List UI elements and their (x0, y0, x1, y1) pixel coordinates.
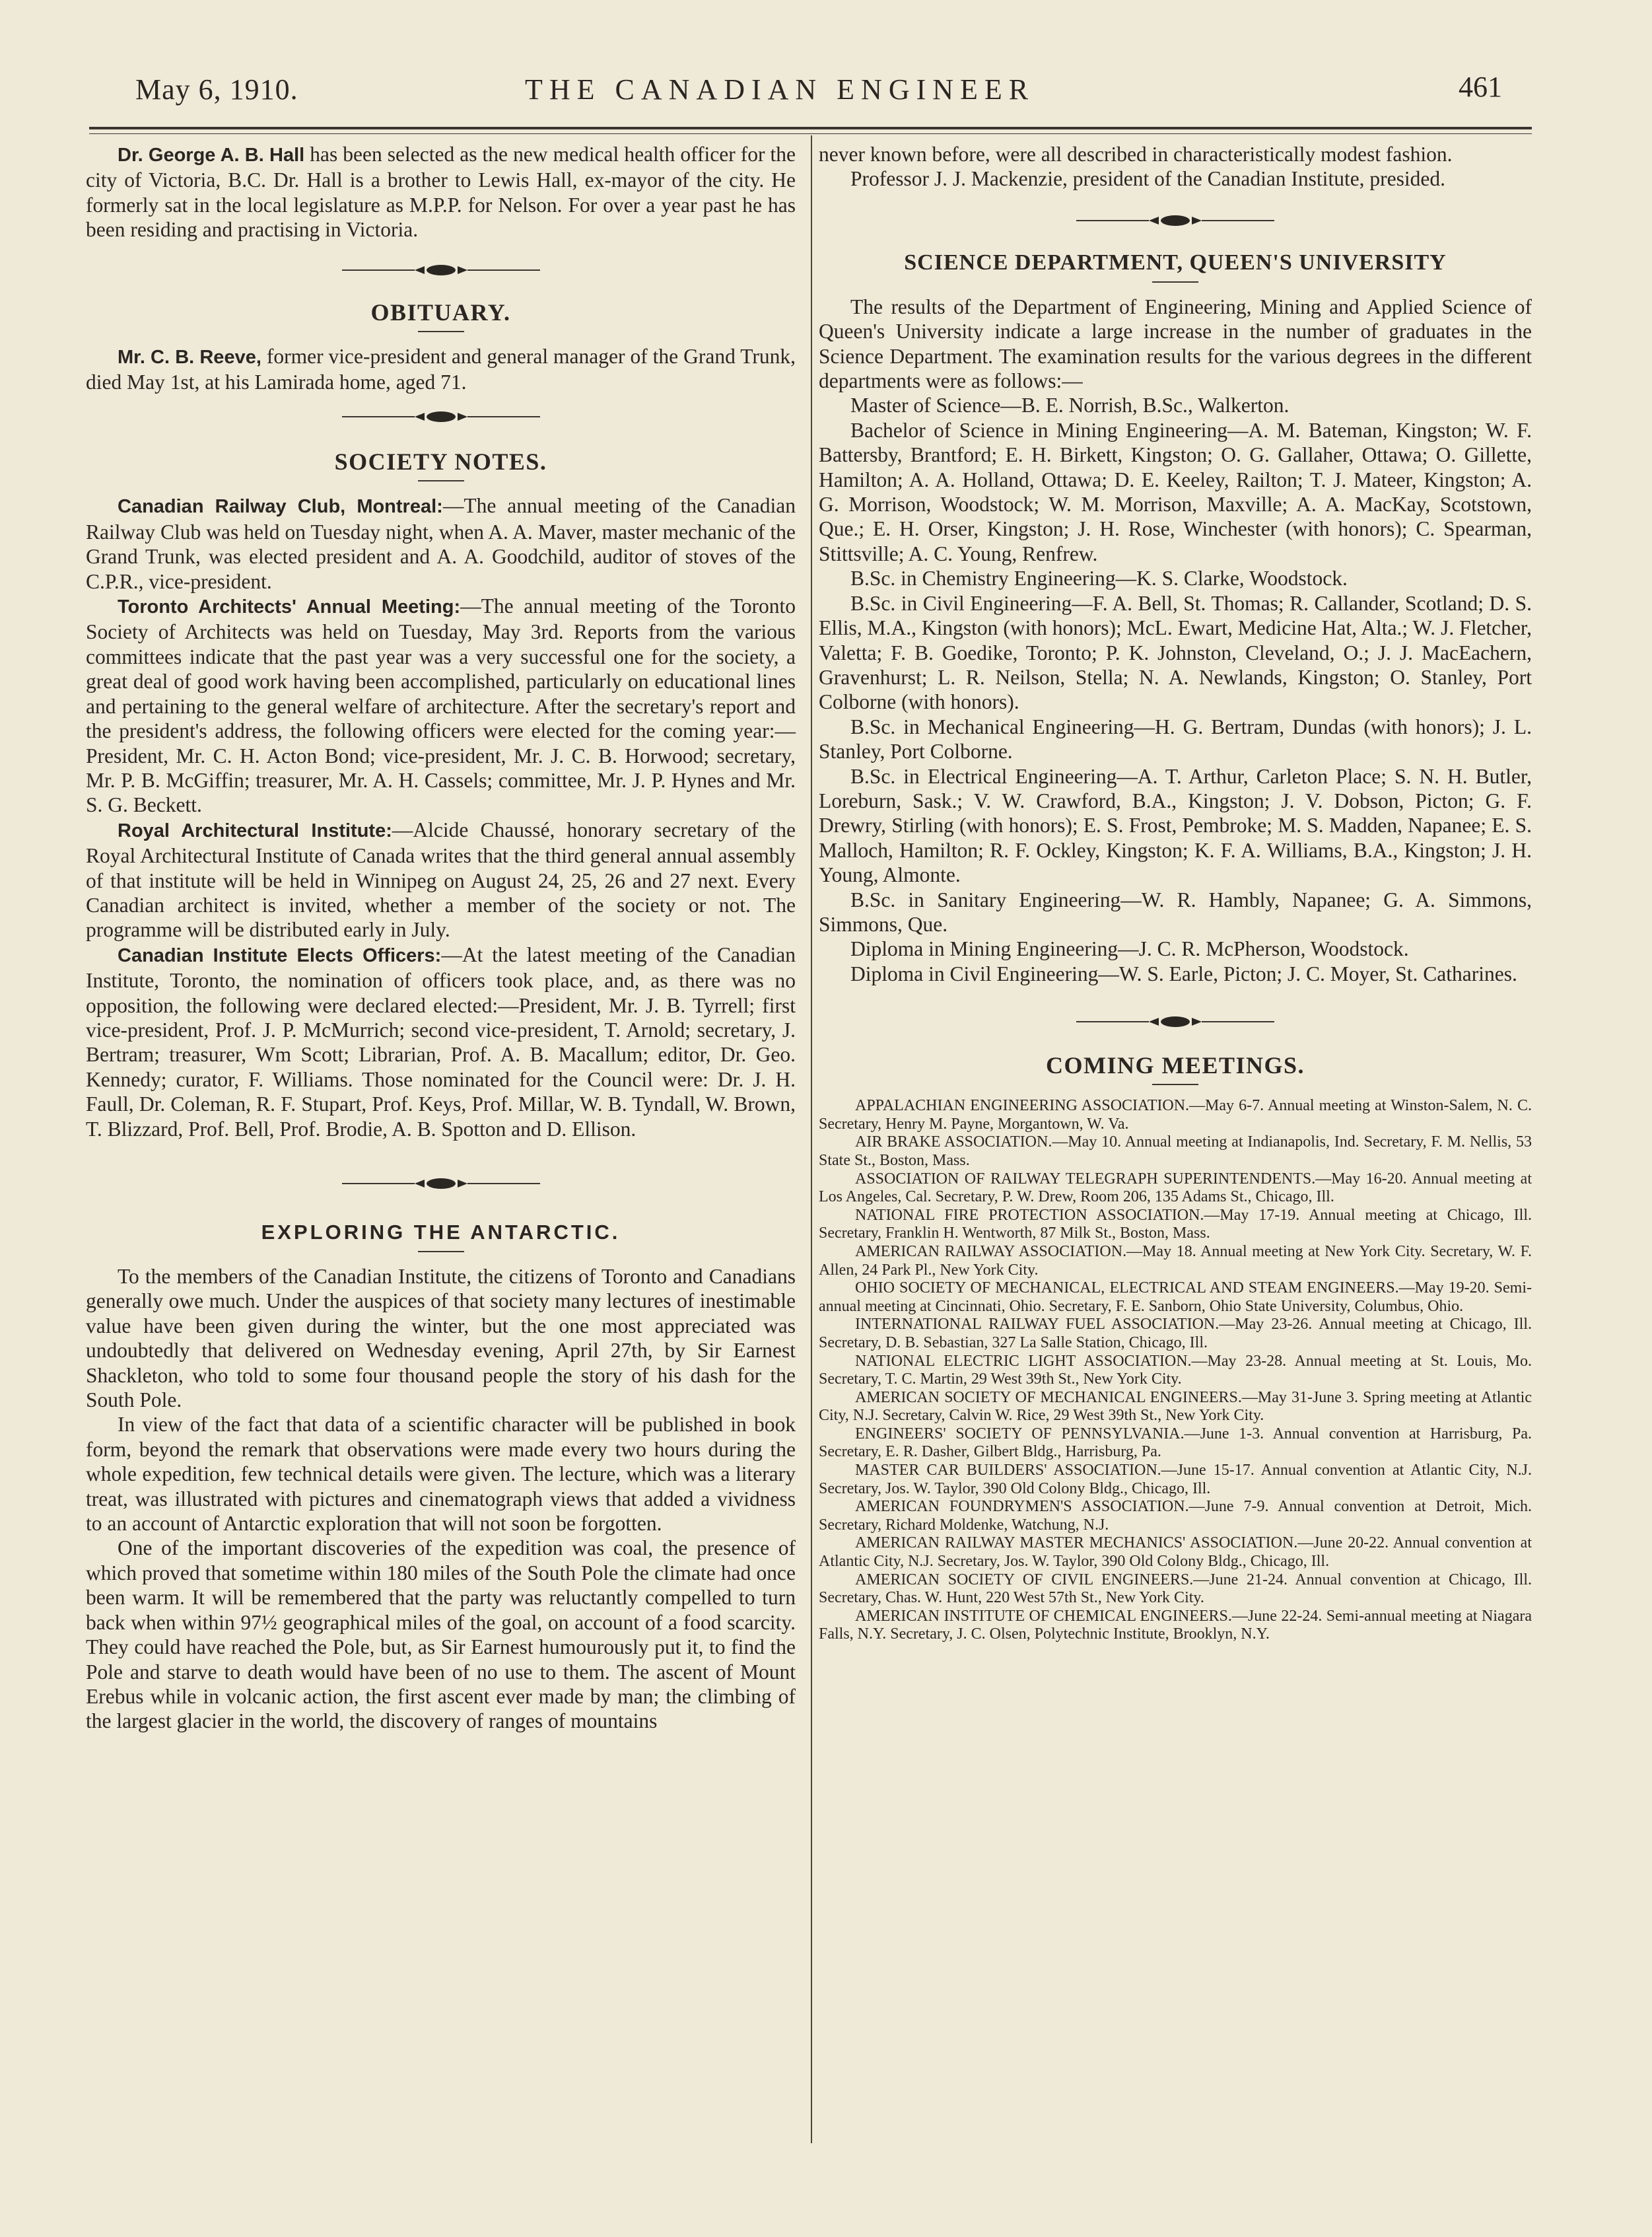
reeve-name: Mr. C. B. Reeve, (118, 346, 261, 368)
meeting-item: AMERICAN SOCIETY OF CIVIL ENGINEERS.—June 21-24. Annual convention at Chicago, Ill. Secretary, Chas. W. Hunt, 220 West 57th St., New York City. (819, 1571, 1532, 1607)
heading-rule (418, 1251, 464, 1252)
meeting-item: APPALACHIAN ENGINEERING ASSOCIATION.—May 6-7. Annual meeting at Winston-Salem, N. C. Secretary, Henry M. Payne, Morgantown, W. Va. (819, 1097, 1532, 1133)
hall-text: has been selected as the new medical health officer for the city of Victoria, B.C. Dr. Hall is a brother to Lewis Hall, ex-mayor of the city. He formerly sat in the local legislature as M.P.P. for Nelson. For over a year past he has been residing and practising in Victoria. (86, 143, 796, 242)
section-ornament (342, 404, 540, 430)
issue-date: May 6, 1910. (135, 73, 298, 106)
rai-paragraph (86, 818, 796, 942)
queens-diploma-civil: Diploma in Civil Engineering—W. S. Earle, Picton; J. C. Moyer, St. Catharines. (850, 962, 1517, 985)
meeting-item: AIR BRAKE ASSOCIATION.—May 10. Annual meeting at Indianapolis, Ind. Secretary, F. M. Nellis, 53 State St., Boston, Mass. (819, 1133, 1532, 1169)
section-ornament (1076, 1009, 1274, 1035)
society-heading: SOCIETY NOTES. (334, 448, 547, 476)
queens-sanitary: B.Sc. in Sanitary Engineering—W. R. Hambly, Napanee; G. A. Simmons, Simmons, Que. (819, 888, 1532, 936)
ta-paragraph (86, 594, 796, 818)
journal-title: THE CANADIAN ENGINEER (525, 73, 1035, 106)
antarctic-closing: Professor J. J. Mackenzie, president of the Canadian Institute, presided. (850, 167, 1446, 191)
meeting-item: AMERICAN RAILWAY MASTER MECHANICS' ASSOCIATION.—June 20-22. Annual convention at Atlantic City, N.J. Secretary, Jos. W. Taylor, 390 Old Colony Bldg., Chicago, Ill. (819, 1534, 1532, 1571)
cie-lead: Canadian Institute Elects Officers: (118, 944, 442, 966)
queens-master: Master of Science—B. E. Norrish, B.Sc., Walkerton. (850, 394, 1290, 417)
header-rule-thin (89, 133, 1532, 134)
meeting-item: AMERICAN RAILWAY ASSOCIATION.—May 18. Annual meeting at New York City. Secretary, W. F. Allen, 24 Park Pl., New York City. (819, 1242, 1532, 1279)
meeting-item: NATIONAL ELECTRIC LIGHT ASSOCIATION.—May 23-28. Annual meeting at St. Louis, Mo. Secretary, T. C. Martin, 29 West 39th St., New York City. (819, 1352, 1532, 1388)
meeting-item: OHIO SOCIETY OF MECHANICAL, ELECTRICAL AND STEAM ENGINEERS.—May 19-20. Semi-annual meeting at Cincinnati, Ohio. Secretary, F. E. Sanborn, Ohio State University, Columbus, Ohio. (819, 1279, 1532, 1315)
antarctic-paragraph-3: One of the important discoveries of the expedition was coal, the presence of which proved that sometime within 180 miles of the South Pole the climate had once been warm. It will be remembered that the party was reluctantly compelled to turn back when within 97½ geographical miles of the goal, on account of a food scarcity. They could have reached the Pole, but, as Sir Earnest humourously put it, to find the Pole and starve to death would have been of no use to them. The ascent of Mount Erebus while in volcanic action, the first ascent ever made by man; the climbing of the largest glacier in the world, the discovery of ranges of mountains (86, 1536, 796, 1733)
hall-paragraph (86, 142, 796, 242)
crc-lead: Canadian Railway Club, Montreal: (118, 496, 443, 518)
meeting-item: INTERNATIONAL RAILWAY FUEL ASSOCIATION.—May 23-26. Annual meeting at Chicago, Ill. Secretary, D. B. Sebastian, 327 La Salle Station, Chicago, Ill. (819, 1316, 1532, 1351)
meeting-item: AMERICAN INSTITUTE OF CHEMICAL ENGINEERS.—June 22-24. Semi-annual meeting at Niagara Falls, N.Y. Secretary, J. C. Olsen, Polytechnic Institute, Brooklyn, N.Y. (819, 1607, 1532, 1643)
antarctic-paragraph-1: To the members of the Canadian Institute, the citizens of Toronto and Canadians generally owe much. Under the auspices of that society many lectures of inestimable value have been given during the winter, but the one most appreciated was undoubtedly that delivered on Wednesday evening, April 27th, by Sir Earnest Shackleton, who told to some four thousand people the story of his dash for the South Pole. (86, 1265, 796, 1412)
heading-rule (1152, 1084, 1198, 1085)
section-ornament (1076, 207, 1274, 234)
queens-intro: The results of the Department of Engineering, Mining and Applied Science of Queen's University indicate a large increase in the number of graduates in the Science Department. The examination results for the various degrees in the different departments were as follows:— (819, 295, 1532, 393)
reeve-text: former vice-president and general manager of the Grand Trunk, died May 1st, at his Lamirada home, aged 71. (86, 344, 796, 394)
obituary-heading: OBITUARY. (370, 299, 511, 326)
meeting-item: MASTER CAR BUILDERS' ASSOCIATION.—June 15-17. Annual convention at Atlantic City, N.J. Secretary, Jos. W. Taylor, 390 Old Colony Bldg., Chicago, Ill. (819, 1462, 1532, 1497)
section-ornament (342, 257, 540, 283)
ta-text: —The annual meeting of the Toronto Society of Architects was held on Tuesday, May 3rd. Reports from the various committees indicate that the past year was a very successful one for the society, a great deal of good work having been accomplished, particularly on educational lines and pertaining to the general welfare of architecture. After the secretary's report and the president's address, the following officers were elected for the coming year:—President, Mr. C. H. Acton Bond; vice-president, Mr. J. C. B. Horwood; secretary, Mr. P. B. McGiffin; treasurer, Mr. A. H. Cassels; committee, Mr. J. P. Hynes and Mr. S. G. Beckett. (86, 594, 796, 817)
queens-heading: SCIENCE DEPARTMENT, QUEEN'S UNIVERSITY (904, 250, 1447, 275)
meeting-item: ASSOCIATION OF RAILWAY TELEGRAPH SUPERINTENDENTS.—May 16-20. Annual meeting at Los Angeles, Cal. Secretary, P. W. Drew, Room 206, 135 Adams St., Chicago, Ill. (819, 1170, 1532, 1206)
antarctic-paragraph-2: In view of the fact that data of a scientific character will be published in book form, beyond the remark that observations were made every two hours during the whole expedition, few technical details were given. The lecture, which was a literary treat, was illustrated with pictures and cinematograph views that added a vividness to an account of Antarctic exploration that will not soon be forgotten. (86, 1413, 796, 1536)
queens-electrical: B.Sc. in Electrical Engineering—A. T. Arthur, Carleton Place; S. N. H. Butler, Loreburn, Sask.; V. W. Crawford, B.A., Kingston; J. V. Dobson, Picton; G. F. Drewry, Stirling (with honors); E. S. Frost, Pembroke; M. S. Madden, Napanee; E. S. Malloch, Hamilton; R. F. Ockley, Kingston; K. F. A. Williams, B.A., Kingston; J. H. Young, Almonte. (819, 764, 1532, 887)
heading-rule (418, 480, 464, 481)
cie-paragraph (86, 942, 796, 1141)
meetings-list (819, 1097, 1532, 1644)
reeve-paragraph (86, 344, 796, 395)
ta-lead: Toronto Architects' Annual Meeting: (118, 596, 461, 618)
heading-rule (418, 331, 464, 332)
queens-diploma-mining: Diploma in Mining Engineering—J. C. R. McPherson, Woodstock. (850, 937, 1409, 961)
meetings-heading: COMING MEETINGS. (1045, 1052, 1305, 1079)
page-number: 461 (1459, 71, 1502, 103)
column-divider (811, 135, 812, 2143)
right-column (819, 142, 1532, 1644)
heading-rule (1152, 281, 1198, 283)
section-ornament (342, 1170, 540, 1197)
meeting-item: NATIONAL FIRE PROTECTION ASSOCIATION.—May 17-19. Annual meeting at Chicago, Ill. Secretary, Franklin H. Wentworth, 87 Milk St., Boston, Mass. (819, 1206, 1532, 1242)
queens-mining: Bachelor of Science in Mining Engineering—A. M. Bateman, Kingston; W. F. Battersby, Brantford; E. H. Birkett, Kingston; O. G. Gallaher, Ottawa; O. Gillette, Hamilton; A. A. Holland, Ottawa; D. E. Keeley, Railton; T. J. Mateer, Kingston; A. G. Morrison, Woodstock; W. M. Morrison, Maxville; A. A. MacKay, Scotstown, Que.; E. H. Orser, Kingston; J. H. Rose, Winchester (with honors); C. Spearman, Stittsville; A. C. Young, Renfrew. (819, 418, 1532, 565)
crc-text: —The annual meeting of the Canadian Railway Club was held on Tuesday night, when A. A. Maver, master mechanic of the Grand Trunk, was elected president and A. A. Goodchild, auditor of stoves of the C.P.R., vice-president. (86, 494, 796, 593)
rai-text: —Alcide Chaussé, honorary secretary of the Royal Architectural Institute of Canada writes that the third general annual assembly of that institute will be held in Winnipeg on August 24, 25, 26 and 27 next. Every Canadian architect is invited, whether a member of the society or not. The programme will be distributed early in July. (86, 818, 796, 942)
queens-mechanical: B.Sc. in Mechanical Engineering—H. G. Bertram, Dundas (with honors); J. L. Stanley, Port Colborne. (819, 715, 1532, 763)
antarctic-continued: never known before, were all described in characteristically modest fashion. (819, 143, 1453, 166)
left-column (86, 142, 796, 1734)
antarctic-heading: EXPLORING THE ANTARCTIC. (261, 1221, 621, 1244)
meeting-item: ENGINEERS' SOCIETY OF PENNSYLVANIA.—June 1-3. Annual convention at Harrisburg, Pa. Secretary, E. R. Dasher, Gilbert Bldg., Harrisburg, Pa. (819, 1425, 1532, 1461)
hall-name: Dr. George A. B. Hall (118, 145, 305, 166)
queens-civil: B.Sc. in Civil Engineering—F. A. Bell, St. Thomas; R. Callander, Scotland; D. S. Ellis, M.A., Kingston (with honors); McL. Ewart, Medicine Hat, Alta.; W. J. Fletcher, Valetta; F. B. Goedike, Toronto; P. K. Johnston, Cleveland, O.; J. J. MacEachern, Gravenhurst; L. R. Neilson, Stella; N. A. Newlands, Kingston; O. Stanley, Port Colborne (with honors). (819, 591, 1532, 714)
cie-text: —At the latest meeting of the Canadian Institute, Toronto, the nomination of officers took place, and, as there was no opposition, the following were declared elected:—President, Mr. J. B. Tyrrell; first vice-president, Prof. J. P. McMurrich; second vice-president, T. Arnold; secretary, J. Bertram; treasurer, Wm Scott; Librarian, Prof. A. B. Macallum; editor, Dr. Geo. Kennedy; curator, F. Williams. Those nominated for the Council were: Dr. J. H. Faull, Dr. Coleman, R. F. Stupart, Prof. Keys, Prof. Millar, W. B. Tyndall, W. Brown, T. Blizzard, Prof. Bell, Prof. Brodie, A. B. Spotton and D. Ellison. (86, 942, 796, 1141)
header-rule (89, 127, 1532, 129)
queens-chemistry: B.Sc. in Chemistry Engineering—K. S. Clarke, Woodstock. (850, 567, 1348, 590)
rai-lead: Royal Architectural Institute: (118, 820, 392, 841)
page-header (135, 66, 1502, 119)
meeting-item: AMERICAN SOCIETY OF MECHANICAL ENGINEERS.—May 31-June 3. Spring meeting at Atlantic City, N.J. Secretary, Calvin W. Rice, 29 West 39th St., New York City. (819, 1388, 1532, 1425)
meeting-item: AMERICAN FOUNDRYMEN'S ASSOCIATION.—June 7-9. Annual convention at Detroit, Mich. Secretary, Richard Moldenke, Watchung, N.J. (819, 1498, 1532, 1534)
crc-paragraph (86, 493, 796, 594)
